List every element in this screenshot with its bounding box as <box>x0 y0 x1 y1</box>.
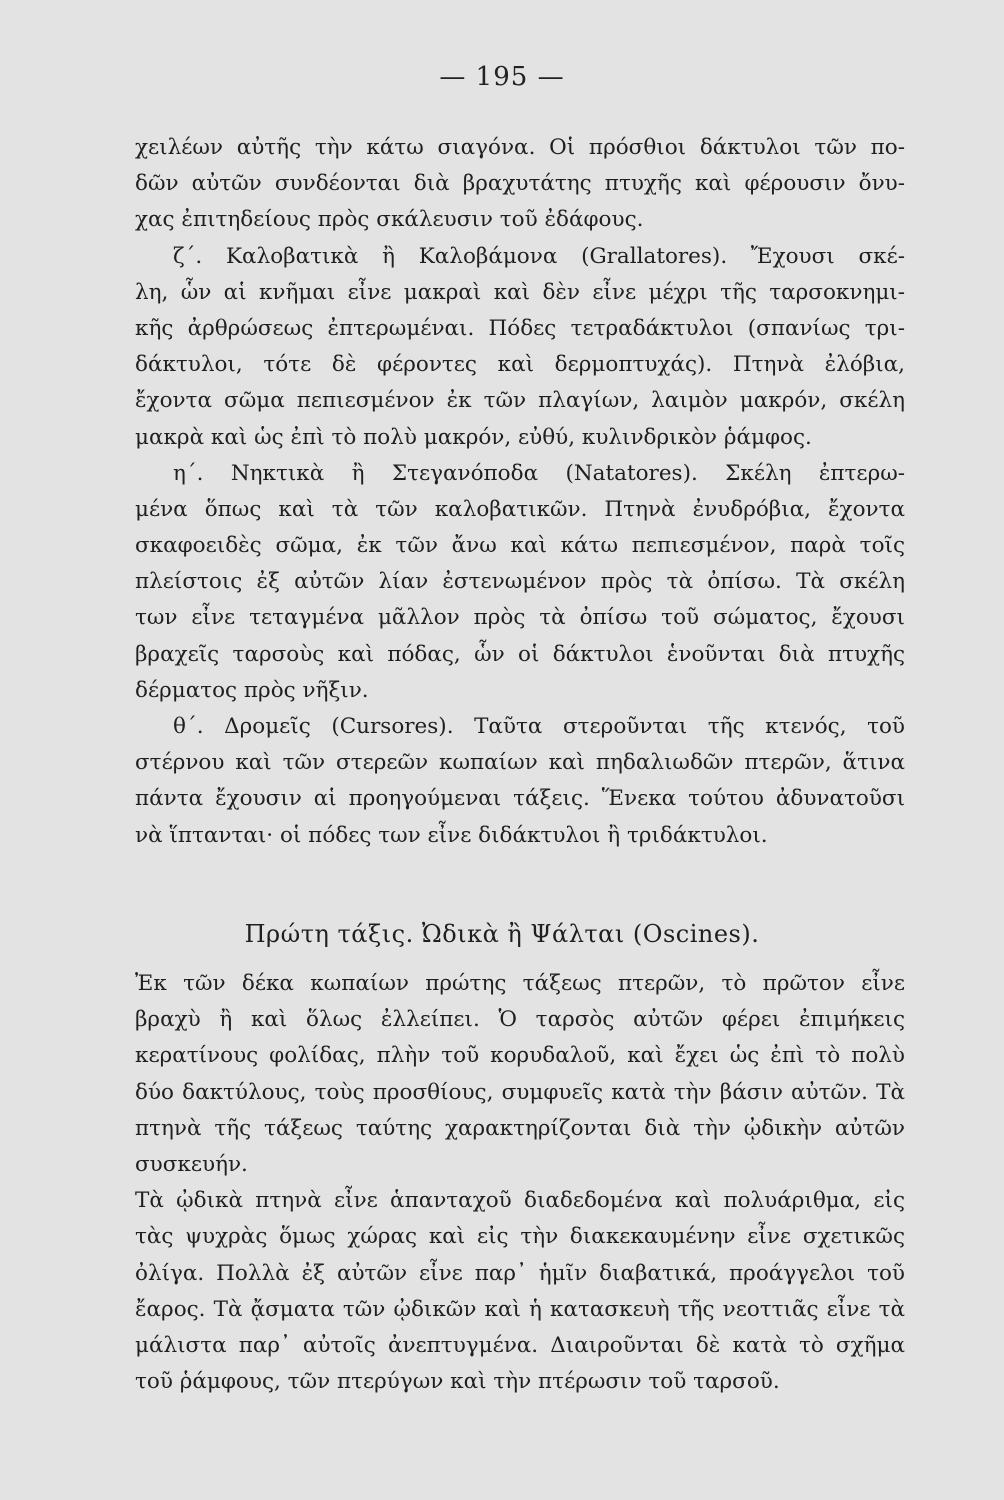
text-line: ἔχοντα σῶμα πεπιεσμένον ἐκ τῶν πλαγίων, λαιμὸν μακρόν, σκέλη <box>135 388 905 414</box>
text-line: μένα ὅπως καὶ τὰ τῶν καλοβατικῶν. Πτηνὰ ἐνυδρόβια, ἔχοντα <box>135 496 905 522</box>
section-heading: Πρώτη τάξις. Ὠδικὰ ἢ Ψάλται (Oscines). <box>244 920 760 948</box>
text-line: χας ἐπιτηδείους πρὸς σκάλευσιν τοῦ ἐδάφους. <box>135 207 644 233</box>
page-number: — 195 — <box>439 62 565 92</box>
text-line: μακρὰ καὶ ὡς ἐπὶ τὸ πολὺ μακρόν, εὐθύ, κυλινδρικὸν ῥάμφος. <box>135 424 812 450</box>
text-line: τὰς ψυχρὰς ὅμως χώρας καὶ εἰς τὴν διακεκαυμένην εἶνε σχετικῶς <box>135 1224 905 1250</box>
text-line: δύο δακτύλους, τοὺς προσθίους, συμφυεῖς κατὰ τὴν βάσιν αὐτῶν. Τὰ <box>135 1079 905 1105</box>
text-line: χειλέων αὐτῆς τὴν κάτω σιαγόνα. Οἱ πρόσθιοι δάκτυλοι τῶν πο- <box>135 135 905 160</box>
text-line: κῆς ἀρθρώσεως ἐπτερωμέναι. Πόδες τετραδάκτυλοι (σπανίως τρι- <box>135 315 905 341</box>
text-line: στέρνου καὶ τῶν στερεῶν κωπαίων καὶ πηδαλιωδῶν πτερῶν, ἅτινα <box>135 750 905 776</box>
text-line: βραχεῖς ταρσοὺς καὶ πόδας, ὧν οἱ δάκτυλοι ἑνοῦνται διὰ πτυχῆς <box>135 641 905 667</box>
text-line: βραχὺ ἢ καὶ ὅλως ἐλλείπει. Ὁ ταρσὸς αὐτῶν φέρει ἐπιμήκεις <box>135 1007 905 1033</box>
text-line: πάντα ἔχουσιν αἱ προηγούμεναι τάξεις. Ἕνεκα τούτου ἀδυνατοῦσι <box>135 786 905 812</box>
text-line: των εἶνε τεταγμένα μᾶλλον πρὸς τὰ ὀπίσω τοῦ σώματος, ἔχουσι <box>135 605 905 631</box>
text-line: σκαφοειδὲς σῶμα, ἐκ τῶν ἄνω καὶ κάτω πεπιεσμένον, παρὰ τοῖς <box>135 533 905 559</box>
text-line: νὰ ἵπτανται· οἱ πόδες των εἶνε διδάκτυλοι ἢ τριδάκτυλοι. <box>135 822 768 848</box>
text-line: Ἐκ τῶν δέκα κωπαίων πρώτης τάξεως πτερῶν, τὸ πρῶτον εἶνε <box>135 971 905 996</box>
text-block-orders <box>135 130 905 854</box>
text-line: μάλιστα παρ᾽ αὐτοῖς ἀνεπτυγμένα. Διαιροῦνται δὲ κατὰ τὸ σχῆμα <box>135 1332 905 1358</box>
text-line: δέρματος πρὸς νῆξιν. <box>135 677 369 703</box>
text-line: δάκτυλοι, τότε δὲ φέροντες καὶ δερμοπτυχάς). Πτηνὰ ἐλόβια, <box>135 352 905 378</box>
text-line: δῶν αὐτῶν συνδέονται διὰ βραχυτάτης πτυχῆς καὶ φέρουσιν ὄνυ- <box>135 171 905 197</box>
text-line: τοῦ ῥάμφους, τῶν πτερύγων καὶ τὴν πτέρωσιν τοῦ ταρσοῦ. <box>135 1369 780 1395</box>
text-line: πτηνὰ τῆς τάξεως ταύτης χαρακτηρίζονται διὰ τὴν ᾠδικὴν αὐτῶν <box>135 1115 905 1141</box>
text-line: ἔαρος. Τὰ ᾄσματα τῶν ᾠδικῶν καὶ ἡ κατασκευὴ τῆς νεοττιᾶς εἶνε τὰ <box>135 1296 905 1322</box>
text-line: ὀλίγα. Πολλὰ ἐξ αὐτῶν εἶνε παρ᾽ ἡμῖν διαβατικά, προάγγελοι τοῦ <box>135 1260 905 1286</box>
text-block-oscines <box>135 966 905 1400</box>
text-line: λη, ὧν αἱ κνῆμαι εἶνε μακραὶ καὶ δὲν εἶνε μέχρι τῆς ταρσοκνημι- <box>135 279 905 305</box>
text-line: Τὰ ᾠδικὰ πτηνὰ εἶνε ἁπανταχοῦ διαδεδομένα καὶ πολυάριθμα, εἰς <box>135 1188 905 1214</box>
text-line: θ΄. Δρομεῖς (Cursores). Ταῦτα στεροῦνται τῆς κτενός, τοῦ <box>173 714 905 739</box>
text-line: κερατίνους φολίδας, πλὴν τοῦ κορυδαλοῦ, καὶ ἔχει ὡς ἐπὶ τὸ πολὺ <box>135 1043 905 1069</box>
text-line: πλείστοις ἐξ αὐτῶν λίαν ἐστενωμένον πρὸς τὰ ὀπίσω. Τὰ σκέλη <box>135 569 905 595</box>
text-line: η΄. Νηκτικὰ ἢ Στεγανόποδα (Natatores). Σκέλη ἐπτερω- <box>173 460 905 486</box>
text-line: ζ΄. Καλοβατικὰ ἢ Καλοβάμονα (Grallatores). Ἔχουσι σκέ- <box>173 243 905 269</box>
text-line: συσκευήν. <box>135 1151 248 1177</box>
